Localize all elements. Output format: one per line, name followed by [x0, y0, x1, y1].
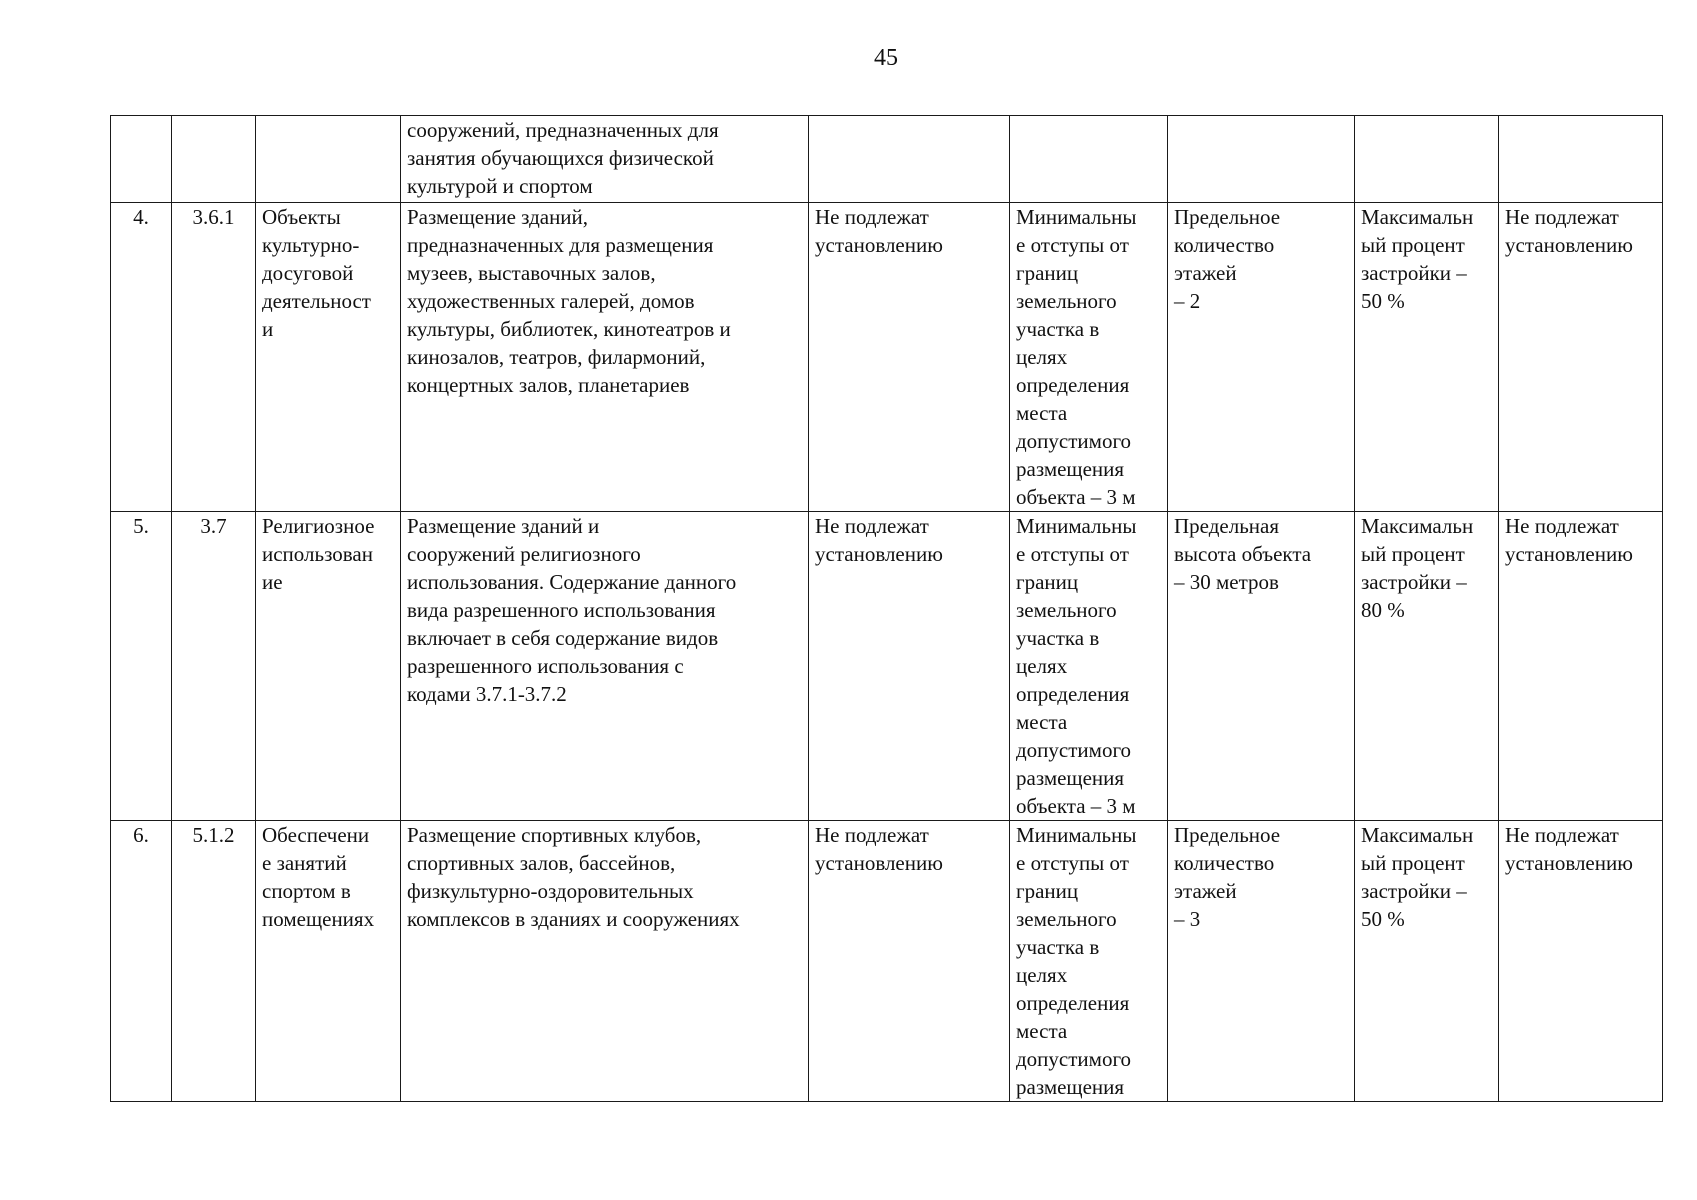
- table-row: [111, 821, 1663, 1102]
- code-cell: 5.1.2: [172, 821, 256, 1102]
- parameter-cell-5: Не подлежат установлению: [809, 821, 1010, 1102]
- page-number: 45: [874, 45, 898, 71]
- setback-cell: Минимальны е отступы от границ земельного участка в целях определения места допустимого размещения объекта – 3 м: [1010, 203, 1168, 512]
- use-name-cell: Религиозное использован ие: [256, 512, 401, 821]
- code-cell: [172, 116, 256, 203]
- use-name-cell: Объекты культурно- досуговой деятельност и: [256, 203, 401, 512]
- height-limit-cell: Предельное количество этажей – 3: [1168, 821, 1355, 1102]
- table-row: [111, 203, 1663, 512]
- use-name-cell: Обеспечени е занятий спортом в помещениях: [256, 821, 401, 1102]
- parameter-cell-5: Не подлежат установлению: [809, 203, 1010, 512]
- coverage-cell: Максимальн ый процент застройки – 80 %: [1355, 512, 1499, 821]
- code-cell: 3.6.1: [172, 203, 256, 512]
- description-cell: сооружений, предназначенных для занятия обучающихся физической культурой и спортом: [401, 116, 809, 203]
- description-cell: Размещение зданий и сооружений религиозного использования. Содержание данного вида разрешенного использования включает в себя содержание видов разрешенного использования с кодами 3.7.1-3.7.2: [401, 512, 809, 821]
- height-limit-cell: Предельная высота объекта – 30 метров: [1168, 512, 1355, 821]
- parameter-cell-9: Не подлежат установлению: [1499, 821, 1663, 1102]
- setback-cell: Минимальны е отступы от границ земельного участка в целях определения места допустимого размещения: [1010, 821, 1168, 1102]
- row-number-cell: 4.: [111, 203, 172, 512]
- coverage-cell: Максимальн ый процент застройки – 50 %: [1355, 203, 1499, 512]
- row-number-cell: 5.: [111, 512, 172, 821]
- description-cell: Размещение зданий, предназначенных для размещения музеев, выставочных залов, художественных галерей, домов культуры, библиотек, кинотеатров и кинозалов, театров, филармоний, концертных залов, планетариев: [401, 203, 809, 512]
- setback-cell: Минимальны е отступы от границ земельного участка в целях определения места допустимого размещения объекта – 3 м: [1010, 512, 1168, 821]
- row-number-cell: 6.: [111, 821, 172, 1102]
- parameter-cell-5: Не подлежат установлению: [809, 512, 1010, 821]
- table-row: [111, 512, 1663, 821]
- regulations-table: [110, 115, 1663, 1102]
- height-limit-cell: [1168, 116, 1355, 203]
- parameter-cell-9: [1499, 116, 1663, 203]
- row-number-cell: [111, 116, 172, 203]
- use-name-cell: [256, 116, 401, 203]
- coverage-cell: Максимальн ый процент застройки – 50 %: [1355, 821, 1499, 1102]
- description-cell: Размещение спортивных клубов, спортивных залов, бассейнов, физкультурно-оздоровительных комплексов в зданиях и сооружениях: [401, 821, 809, 1102]
- setback-cell: [1010, 116, 1168, 203]
- parameter-cell-9: Не подлежат установлению: [1499, 203, 1663, 512]
- height-limit-cell: Предельное количество этажей – 2: [1168, 203, 1355, 512]
- coverage-cell: [1355, 116, 1499, 203]
- parameter-cell-5: [809, 116, 1010, 203]
- table-row: [111, 116, 1663, 203]
- parameter-cell-9: Не подлежат установлению: [1499, 512, 1663, 821]
- code-cell: 3.7: [172, 512, 256, 821]
